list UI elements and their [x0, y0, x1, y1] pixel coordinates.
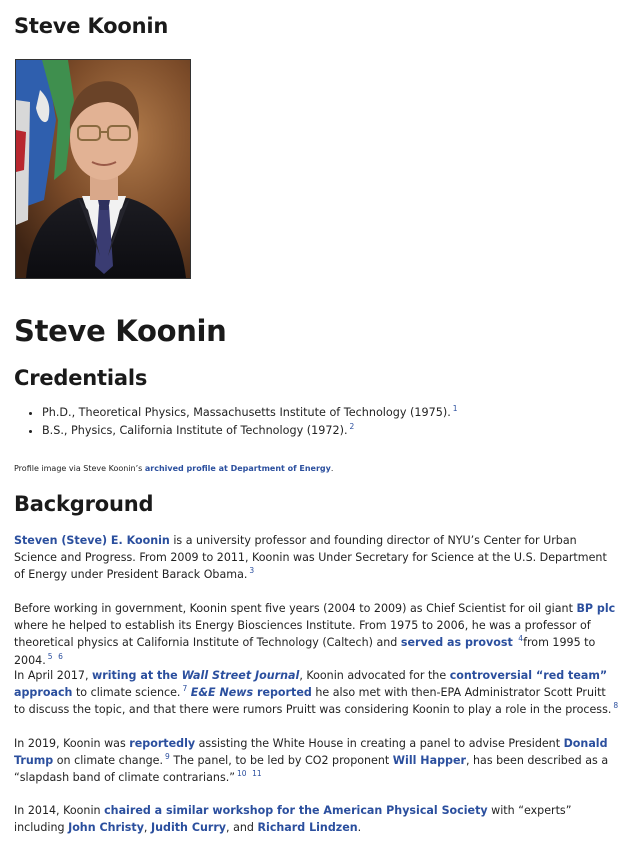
footnote-ref[interactable]: 10: [237, 769, 247, 779]
credential-text: B.S., Physics, California Institute of Technology (1972).: [42, 424, 348, 437]
profile-photo: [15, 59, 191, 279]
koonin-link[interactable]: Steven (Steve) E. Koonin: [14, 534, 170, 547]
paragraph-text: assisting the White House in creating a panel to advise President: [195, 737, 564, 750]
background-paragraph-2: [14, 600, 620, 669]
background-paragraph-1: [14, 532, 620, 584]
background-heading: Background: [14, 492, 154, 516]
paragraph-text: The panel, to be led by CO2 proponent: [169, 754, 393, 768]
judith-curry-link[interactable]: Judith Curry: [150, 821, 227, 835]
background-paragraph-3: [14, 667, 620, 719]
image-credit-prefix: Profile image via Steve Koonin’s: [14, 464, 145, 473]
doe-profile-link[interactable]: archived profile at Department of Energy: [144, 464, 331, 473]
john-christy-link[interactable]: John Christy: [68, 821, 144, 835]
wsj-link[interactable]: [92, 669, 299, 682]
footnote-ref[interactable]: 7: [182, 684, 188, 694]
donald-trump-link[interactable]: Donald Trump: [14, 737, 608, 768]
footnote-ref[interactable]: 8: [613, 701, 619, 711]
paragraph-text: to climate science.: [72, 686, 181, 700]
background-paragraph-4: [14, 735, 620, 787]
link-text-italic: Wall Street Journal: [181, 669, 300, 682]
link-text: reported: [253, 686, 312, 700]
link-text-italic: E&E News: [190, 686, 254, 700]
paragraph-text: is a university professor and founding director of NYU’s Center for Urban Science and Progress. From 2009 to 2011, Koonin was Under Secretary for Science at the U.S. Department of Energy under President Barack Obama.: [14, 534, 607, 582]
aps-workshop-link[interactable]: chaired a similar workshop for the American Physical Society: [104, 804, 488, 817]
will-happer-link[interactable]: Will Happer: [392, 754, 466, 768]
paragraph-text: , Koonin advocated for the: [299, 669, 450, 682]
footnote-ref[interactable]: 6: [58, 651, 63, 661]
image-credit-suffix: .: [330, 464, 334, 473]
paragraph-text: In 2014, Koonin: [14, 804, 105, 817]
footnote-ref[interactable]: 11: [252, 769, 262, 779]
paragraph-text: where he helped to establish its Energy Biosciences Institute. From 1975 to 2006, he was a professor of theoretical physics at California Institute of Technology (Caltech) and: [14, 619, 591, 650]
paragraph-text: ,: [143, 821, 151, 835]
paragraph-text: with “experts” including: [14, 804, 572, 835]
paragraph-text: In April 2017,: [14, 669, 92, 682]
paragraph-text: , and: [226, 821, 258, 835]
credentials-heading: Credentials: [14, 366, 148, 390]
list-item: [42, 404, 458, 422]
paragraph-text: on climate change.: [53, 754, 164, 768]
paragraph-text: from 1995 to 2004.: [14, 636, 596, 667]
footnote-ref[interactable]: 1: [452, 404, 458, 413]
background-paragraph-5: [14, 802, 620, 836]
ee-news-link[interactable]: [191, 686, 312, 699]
reportedly-link[interactable]: reportedly: [129, 737, 196, 750]
paragraph-text: , has been described as a “slapdash band of climate contrarians.”: [14, 754, 609, 785]
credential-text: Ph.D., Theoretical Physics, Massachusetts Institute of Technology (1975).: [42, 406, 451, 419]
image-credit: [14, 464, 333, 473]
provost-link[interactable]: served as provost: [400, 636, 513, 650]
credentials-list: [14, 404, 458, 440]
paragraph-text: .: [357, 821, 362, 835]
paragraph-text: he also met with then-EPA Administrator Scott Pruitt to discuss the topic, and that there were rumors Pruitt was considering Koonin to play a role in the process.: [14, 686, 612, 717]
footnote-ref[interactable]: 5: [47, 651, 53, 661]
richard-lindzen-link[interactable]: Richard Lindzen: [257, 821, 358, 835]
bp-link[interactable]: BP plc: [576, 602, 616, 615]
main-heading: Steve Koonin: [14, 314, 227, 348]
footnote-ref[interactable]: 3: [249, 566, 255, 576]
red-team-link[interactable]: controversial “red team” approach: [14, 669, 608, 700]
footnote-ref[interactable]: 2: [349, 422, 355, 431]
footnote-ref[interactable]: 4: [518, 634, 524, 644]
paragraph-text: In 2019, Koonin was: [14, 737, 130, 750]
page-title: Steve Koonin: [14, 14, 169, 38]
footnote-ref[interactable]: 9: [165, 752, 170, 762]
link-text: writing at the: [92, 669, 182, 682]
list-item: [42, 422, 458, 440]
paragraph-text: Before working in government, Koonin spent five years (2004 to 2009) as Chief Scientist for oil giant: [14, 602, 577, 615]
